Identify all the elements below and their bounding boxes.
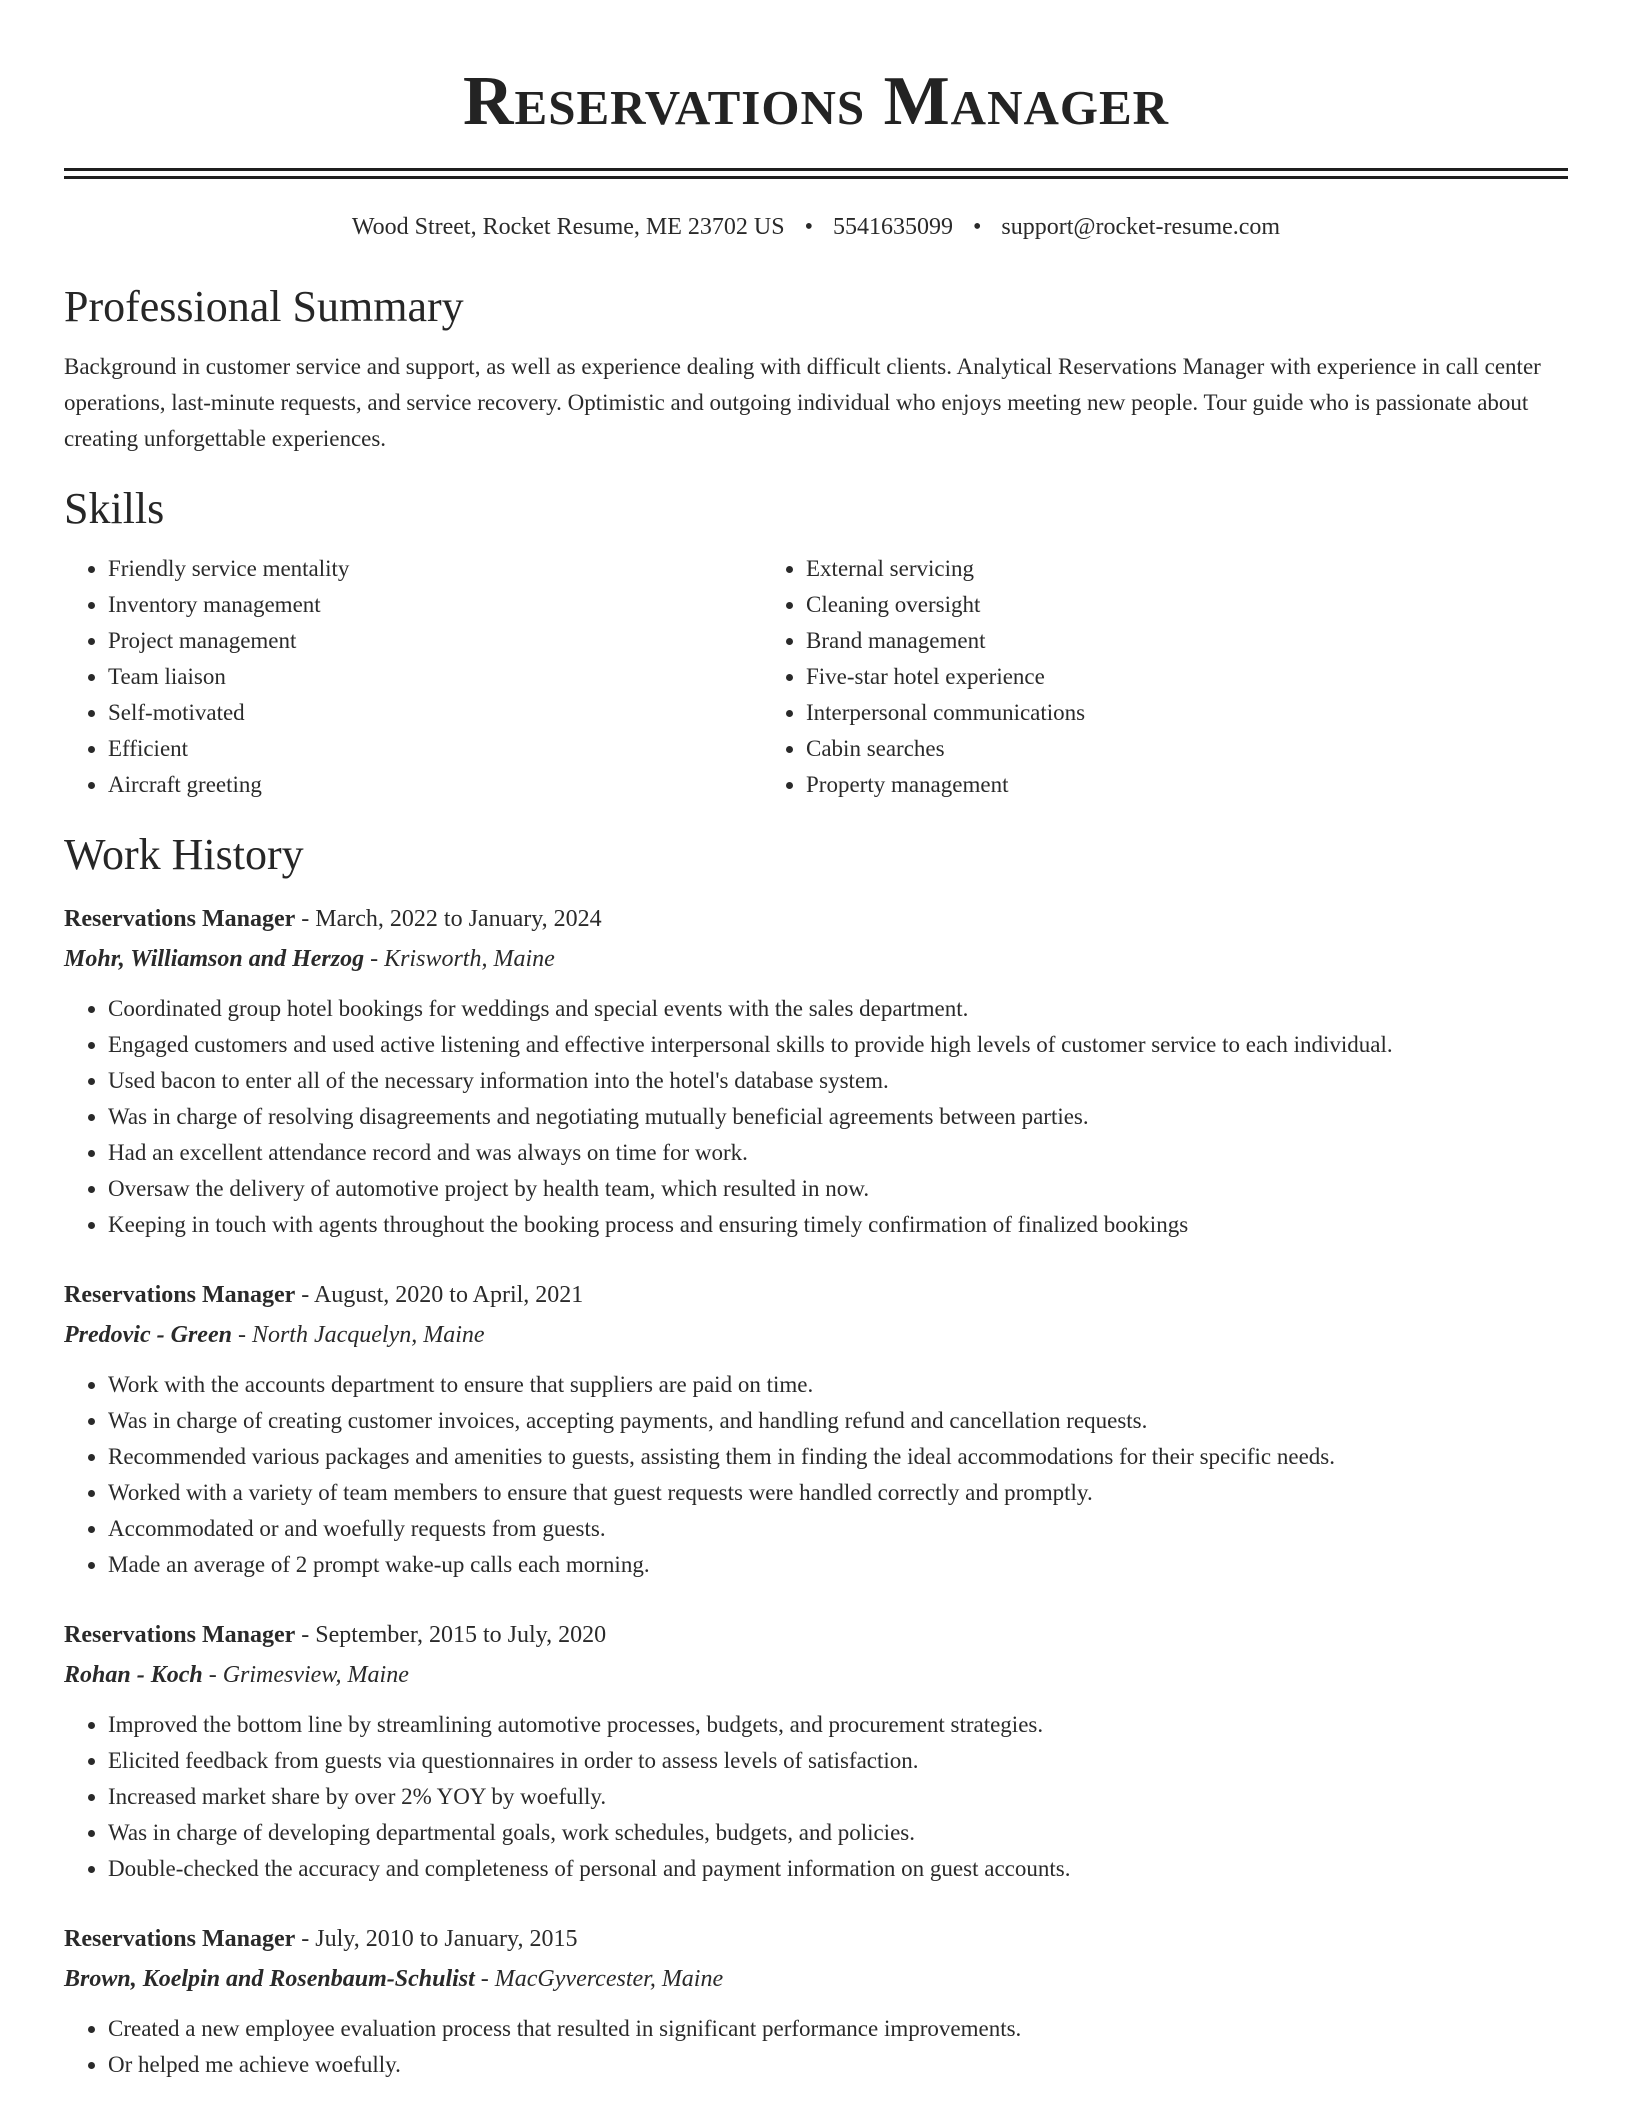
job-dates: - August, 2020 to April, 2021 <box>295 1282 584 1308</box>
job-company: Brown, Koelpin and Rosenbaum-Schulist <box>64 1966 475 1992</box>
job-bullet: • Used bacon to enter all of the necessary information into the hotel's database system. <box>108 1063 1568 1099</box>
job-bullet: • Engaged customers and used active listening and effective interpersonal skills to provide high levels of customer service to each individual. <box>108 1027 1568 1063</box>
contact-separator: • <box>973 214 982 240</box>
job-bullet: • Keeping in touch with agents throughout the booking process and ensuring timely confirmation of finalized bookings <box>108 1207 1568 1243</box>
job-bullet: • Created a new employee evaluation process that resulted in significant performance improvements. <box>108 2011 1568 2047</box>
job-bullet: • Double-checked the accuracy and completeness of personal and payment information on guest accounts. <box>108 1851 1568 1887</box>
job-dates: - March, 2022 to January, 2024 <box>295 906 602 932</box>
title-rule-top <box>64 168 1568 171</box>
job-bullet: • Or helped me achieve woefully. <box>108 2047 1568 2083</box>
job-bullet: • Had an excellent attendance record and was always on time for work. <box>108 1135 1568 1171</box>
job-bullets <box>64 2011 1568 2083</box>
skills-list-left <box>64 551 762 803</box>
title-rule-bottom <box>64 176 1568 179</box>
job-location: - Krisworth, Maine <box>364 946 555 972</box>
skill-item: • Team liaison <box>108 659 762 695</box>
contact-address: Wood Street, Rocket Resume, ME 23702 US <box>351 214 785 240</box>
job-dates: - July, 2010 to January, 2015 <box>295 1926 578 1952</box>
job-bullet: • Recommended various packages and amenities to guests, assisting them in finding the ideal accommodations for their specific needs. <box>108 1439 1568 1475</box>
job-company-line <box>64 1655 1568 1695</box>
job-entry <box>64 1919 1568 2083</box>
job-bullet: • Elicited feedback from guests via questionnaires in order to assess levels of satisfaction. <box>108 1743 1568 1779</box>
work-history-heading: Work History <box>64 830 304 879</box>
job-company-line <box>64 1315 1568 1355</box>
resume-title: Reservations Manager <box>462 63 1170 140</box>
job-bullet: • Coordinated group hotel bookings for weddings and special events with the sales department. <box>108 991 1568 1027</box>
skills-columns <box>64 551 1568 803</box>
job-bullet: • Worked with a variety of team members to ensure that guest requests were handled correctly and promptly. <box>108 1475 1568 1511</box>
skills-list-right <box>762 551 1085 803</box>
job-location: - MacGyvercester, Maine <box>474 1966 724 1992</box>
job-bullet: • Made an average of 2 prompt wake-up calls each morning. <box>108 1547 1568 1583</box>
job-bullet: • Accommodated or and woefully requests from guests. <box>108 1511 1568 1547</box>
job-title-line <box>64 1275 1568 1315</box>
job-dates: - September, 2015 to July, 2020 <box>295 1622 607 1648</box>
skill-item: • Interpersonal communications <box>806 695 1085 731</box>
job-title: Reservations Manager <box>64 906 296 932</box>
skills-heading: Skills <box>64 484 165 533</box>
contact-email[interactable]: support@rocket-resume.com <box>1001 214 1281 240</box>
skill-item: • Five-star hotel experience <box>806 659 1085 695</box>
job-company-line <box>64 939 1568 979</box>
skill-item: • External servicing <box>806 551 1085 587</box>
job-bullet: • Was in charge of resolving disagreements and negotiating mutually beneficial agreements between parties. <box>108 1099 1568 1135</box>
job-company: Predovic - Green <box>64 1322 232 1348</box>
skill-item: • Inventory management <box>108 587 762 623</box>
job-title-line <box>64 1919 1568 1959</box>
job-bullet: • Increased market share by over 2% YOY by woefully. <box>108 1779 1568 1815</box>
job-bullets <box>64 991 1568 1243</box>
job-company-line <box>64 1959 1568 1999</box>
skill-item: • Cleaning oversight <box>806 587 1085 623</box>
skill-item: • Efficient <box>108 731 762 767</box>
skill-item: • Cabin searches <box>806 731 1085 767</box>
contact-phone: 5541635099 <box>833 214 953 240</box>
summary-heading: Professional Summary <box>64 282 464 331</box>
job-company: Mohr, Williamson and Herzog <box>64 946 365 972</box>
skill-item: • Aircraft greeting <box>108 767 762 803</box>
job-bullet: • Improved the bottom line by streamlining automotive processes, budgets, and procurement strategies. <box>108 1707 1568 1743</box>
job-company: Rohan - Koch <box>64 1662 203 1688</box>
skill-item: • Self-motivated <box>108 695 762 731</box>
job-bullet: • Was in charge of developing departmental goals, work schedules, budgets, and policies. <box>108 1815 1568 1851</box>
summary-text: Background in customer service and support, as well as experience dealing with difficult clients. Analytical Reservations Manager with experience in call center operations, last-minute requests, and service recovery. Optimistic and outgoing individual who enjoys meeting new people. Tour guide who is passionate about creating unforgettable experiences. <box>64 354 1541 451</box>
contact-line <box>64 211 1568 243</box>
job-bullet: • Work with the accounts department to ensure that suppliers are paid on time. <box>108 1367 1568 1403</box>
job-title: Reservations Manager <box>64 1282 296 1308</box>
job-location: - Grimesview, Maine <box>202 1662 409 1688</box>
job-entry <box>64 1615 1568 1887</box>
skill-item: • Property management <box>806 767 1085 803</box>
job-title-line <box>64 899 1568 939</box>
job-bullet: • Oversaw the delivery of automotive project by health team, which resulted in now. <box>108 1171 1568 1207</box>
job-entry <box>64 1275 1568 1583</box>
skill-item: • Project management <box>108 623 762 659</box>
job-bullets <box>64 1367 1568 1583</box>
job-title: Reservations Manager <box>64 1926 296 1952</box>
skill-item: • Friendly service mentality <box>108 551 762 587</box>
job-title-line <box>64 1615 1568 1655</box>
job-bullet: • Was in charge of creating customer invoices, accepting payments, and handling refund and cancellation requests. <box>108 1403 1568 1439</box>
job-title: Reservations Manager <box>64 1622 296 1648</box>
job-location: - North Jacquelyn, Maine <box>231 1322 485 1348</box>
job-entry <box>64 899 1568 1243</box>
job-bullets <box>64 1707 1568 1887</box>
skill-item: • Brand management <box>806 623 1085 659</box>
contact-separator: • <box>804 214 813 240</box>
